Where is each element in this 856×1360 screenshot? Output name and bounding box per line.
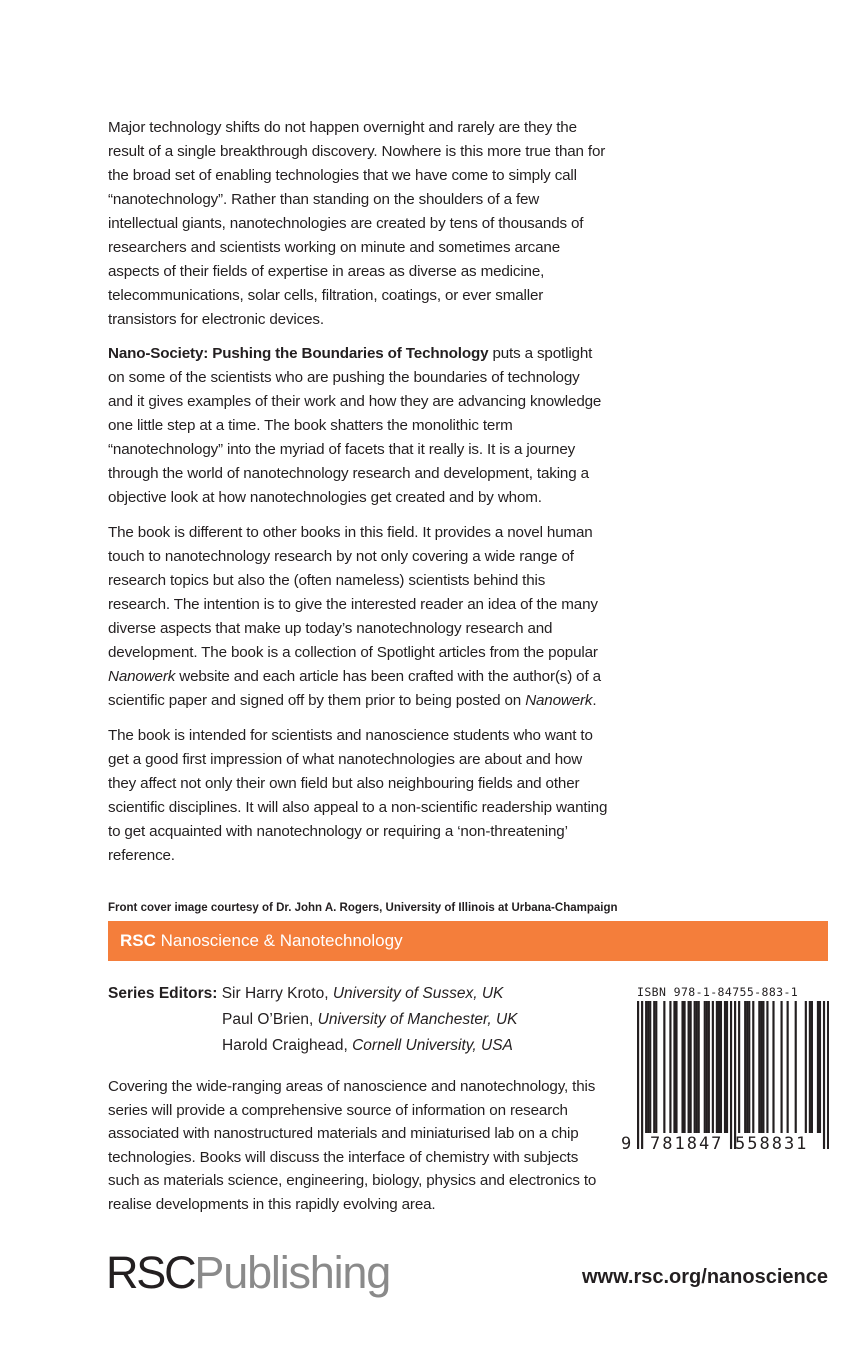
series-name: Nanoscience & Nanotechnology bbox=[155, 931, 403, 950]
barcode-bar bbox=[681, 1001, 683, 1133]
book-title: Nano-Society: Pushing the Boundaries of Technology bbox=[108, 345, 489, 362]
barcode-bar bbox=[805, 1001, 807, 1133]
editor-name: Harold Craighead, bbox=[222, 1037, 353, 1054]
barcode bbox=[637, 1001, 829, 1151]
editor-affiliation: Cornell University, USA bbox=[352, 1037, 513, 1054]
barcode-bar bbox=[712, 1001, 714, 1133]
back-cover-blurb bbox=[108, 116, 608, 332]
barcode-bar bbox=[720, 1001, 722, 1133]
blurb-paragraph-3 bbox=[108, 521, 608, 713]
barcode-bar bbox=[780, 1001, 782, 1133]
barcode-bar bbox=[696, 1001, 698, 1133]
cover-image-credit: Front cover image courtesy of Dr. John A. Rogers, University of Illinois at Urbana-Champaign bbox=[108, 902, 618, 914]
barcode-bar bbox=[738, 1001, 740, 1133]
barcode-right-digits: 558831 bbox=[735, 1134, 809, 1154]
barcode-bar bbox=[708, 1001, 710, 1133]
barcode-left-digits: 781847 bbox=[650, 1134, 724, 1154]
rsc-publishing-logo bbox=[106, 1248, 390, 1298]
barcode-bar bbox=[647, 1001, 649, 1133]
series-description: Covering the wide-ranging areas of nanoscience and nanotechnology, this series will provide a comprehensive source of information on research associated with nanostructured materials and miniaturised lab on a chip technologies. Books will discuss the interface of chemistry with subjects such as materials science, engineering, biology, physics and electronics to realise developments in this rapidly evolving area. bbox=[108, 1078, 597, 1213]
logo-rsc: RSC bbox=[106, 1247, 195, 1298]
barcode-bar bbox=[772, 1001, 774, 1133]
nanowerk-italic-1: Nanowerk bbox=[108, 668, 176, 685]
barcode-bar bbox=[760, 1001, 762, 1133]
barcode-bar bbox=[688, 1001, 690, 1133]
barcode-bar bbox=[724, 1001, 726, 1133]
editor-name: Sir Harry Kroto, bbox=[217, 985, 333, 1002]
barcode-bar bbox=[645, 1001, 647, 1133]
series-brand: RSC bbox=[120, 931, 156, 950]
back-cover-blurb-2 bbox=[108, 342, 608, 510]
series-editors-label: Series Editors: bbox=[108, 985, 218, 1002]
barcode-bar bbox=[823, 1001, 825, 1149]
barcode-bar bbox=[675, 1001, 677, 1133]
website-url[interactable]: www.rsc.org/nanoscience bbox=[581, 1266, 828, 1288]
barcode-bar bbox=[827, 1001, 829, 1149]
editor-affiliation: University of Sussex, UK bbox=[332, 985, 504, 1002]
barcode-bar bbox=[690, 1001, 692, 1133]
barcode-bar bbox=[734, 1001, 736, 1149]
barcode-bar bbox=[655, 1001, 657, 1133]
editor-name: Paul O’Brien, bbox=[222, 1011, 318, 1028]
barcode-bar bbox=[694, 1001, 696, 1133]
isbn-label: ISBN 978-1-84755-883-1 bbox=[637, 985, 799, 999]
editor-affiliation: University of Manchester, UK bbox=[317, 1011, 518, 1028]
barcode-bar bbox=[673, 1001, 675, 1133]
barcode-bar bbox=[744, 1001, 746, 1133]
barcode-bar bbox=[706, 1001, 708, 1133]
barcode-bar bbox=[704, 1001, 706, 1133]
nanowerk-italic-2: Nanowerk bbox=[525, 692, 593, 709]
barcode-bar bbox=[817, 1001, 819, 1133]
back-cover-blurb-4 bbox=[108, 724, 608, 868]
editor-row-2 bbox=[108, 1007, 518, 1033]
barcode-bar bbox=[726, 1001, 728, 1133]
logo-publishing: Publishing bbox=[194, 1247, 391, 1298]
barcode-bar bbox=[653, 1001, 655, 1133]
barcode-lead-digit: 9 bbox=[621, 1134, 634, 1154]
barcode-bar bbox=[746, 1001, 748, 1133]
barcode-bar bbox=[683, 1001, 685, 1133]
editor-row-1 bbox=[108, 981, 518, 1007]
series-editors bbox=[108, 981, 518, 1059]
blurb-paragraph-3-text-c: . bbox=[592, 692, 597, 709]
barcode-bar bbox=[752, 1001, 754, 1133]
barcode-bar bbox=[716, 1001, 718, 1133]
barcode-bar bbox=[762, 1001, 764, 1133]
barcode-bar bbox=[730, 1001, 732, 1149]
barcode-bar bbox=[811, 1001, 813, 1133]
barcode-bar bbox=[649, 1001, 651, 1133]
barcode-bar bbox=[758, 1001, 760, 1133]
barcode-bar bbox=[669, 1001, 671, 1133]
barcode-bar bbox=[787, 1001, 789, 1133]
barcode-bar bbox=[641, 1001, 643, 1149]
blurb-paragraph-3-text-a: The book is different to other books in this field. It provides a novel human touch to nanotechnology research by not only covering a wide range of research topics but also the (often nameless) scientists behind this research. The intention is to give the interested reader an idea of the many diverse aspects that make up today’s nanotechnology research and development. The book is a collection of Spotlight articles from the popular bbox=[108, 524, 598, 661]
barcode-bar bbox=[795, 1001, 797, 1133]
barcode-bar bbox=[718, 1001, 720, 1133]
barcode-bar bbox=[637, 1001, 639, 1149]
barcode-bar bbox=[766, 1001, 768, 1133]
blurb-paragraph-3-text-b: website and each article has been crafted with the author(s) of a scientific paper and signed off by them prior to being posted on bbox=[108, 668, 601, 709]
barcode-bar bbox=[698, 1001, 700, 1133]
barcode-bar bbox=[748, 1001, 750, 1133]
barcode-bar bbox=[819, 1001, 821, 1133]
series-banner bbox=[108, 921, 828, 961]
blurb-paragraph-1: Major technology shifts do not happen overnight and rarely are they the result of a single breakthrough discovery. Nowhere is this more true than for the broad set of enabling technologies that we have come to simply call “nanotechnology”. Rather than standing on the shoulders of a few intellectual giants, nanotechnologies are created by tens of thousands of researchers and scientists working on minute and sometimes arcane aspects of their fields of expertise in areas as diverse as medicine, telecommunications, solar cells, filtration, coatings, or ever smaller transistors for electronic devices. bbox=[108, 119, 606, 328]
blurb-paragraph-2 bbox=[108, 342, 608, 510]
blurb-paragraph-4: The book is intended for scientists and nanoscience students who want to get a good first impression of what nanotechnologies are about and how they affect not only their own field but also neighbouring fields and other scientific disciplines. It will also appeal to a non-scientific readership wanting to get acquainted with nanotechnology or requiring a ‘non-threatening’ reference. bbox=[108, 727, 608, 864]
barcode-bar bbox=[663, 1001, 665, 1133]
barcode-bar bbox=[809, 1001, 811, 1133]
editor-row-3 bbox=[108, 1033, 518, 1059]
blurb-paragraph-2-text: puts a spotlight on some of the scientists who are pushing the boundaries of technology and it gives examples of their work and how they are advancing knowledge one little step at a time. The book shatters the monolithic term “nanotechnology” into the myriad of facets that it really is. It is a journey through the world of nanotechnology research and development, taking a objective look at how nanotechnologies get created and by whom. bbox=[108, 345, 602, 506]
back-cover-blurb-3 bbox=[108, 521, 608, 713]
